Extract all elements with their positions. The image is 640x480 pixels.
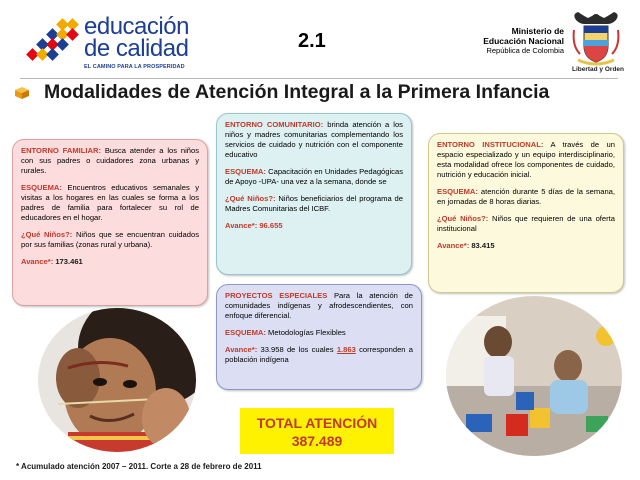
comunitario-avance-value: 96.655: [257, 221, 283, 230]
institucional-text: A través de un espacio especializado y un equipo interdisciplinario, esta modalidad ofrece los componentes de cuidado, nutrición y educación inicial.: [437, 140, 615, 179]
header-divider: [20, 78, 618, 79]
familiar-avance-label: Avance*:: [21, 257, 54, 266]
comunitario-esquema: [225, 167, 403, 187]
colored-cubes-icon: [24, 18, 82, 64]
comunitario-text: brinda atención a los niños y madres comunitarias complementando los servicios de cuidado y nutrición con el componente educativo: [225, 120, 403, 159]
entorno-familiar-box: [12, 139, 208, 306]
familiar-avance-value: 173.461: [53, 257, 83, 266]
ministry-line-1: Ministerio de: [511, 26, 564, 36]
orange-cube-bullet-icon: [14, 86, 30, 100]
institucional-avance-label: Avance*:: [437, 241, 470, 250]
proyectos-esquema: [225, 328, 413, 338]
comunitario-avance: [225, 221, 403, 231]
institucional-avance: [437, 241, 615, 251]
footnote: * Acumulado atención 2007 – 2011. Corte a 28 de febrero de 2011: [16, 462, 262, 471]
institucional-esquema-text: atención durante 5 días de la semana, en jornadas de 8 horas diarias.: [437, 187, 615, 206]
ministry-label: [460, 26, 564, 56]
institucional-label: ENTORNO INSTITUCIONAL:: [437, 140, 544, 149]
familiar-description: [21, 146, 199, 176]
total-label: TOTAL ATENCIÓN: [256, 415, 378, 431]
comunitario-esquema-text: Capacitación en Unidades Pedagógicas de Apoyo -UPA- una vez a la semana, donde se: [225, 167, 403, 186]
indigenous-child-illustration: [38, 308, 196, 452]
proyectos-avance-label: Avance*:: [225, 345, 258, 354]
proyectos-esquema-text: Metodologías Flexibles: [265, 328, 346, 337]
children-playing-illustration: [446, 296, 622, 456]
institucional-esquema-label: ESQUEMA:: [437, 187, 478, 196]
comunitario-quien-text: Niños beneficiarios del programa de Madres Comunitarias del ICBF.: [225, 194, 403, 213]
page-title: Modalidades de Atención Integral a la Primera Infancia: [44, 81, 550, 103]
ministry-line-3: República de Colombia: [486, 46, 564, 55]
comunitario-label: ENTORNO COMUNITARIO:: [225, 120, 324, 129]
comunitario-quien: [225, 194, 403, 214]
logo-line-2: de calidad: [84, 35, 189, 62]
proyectos-text: Para la atención de comunidades indígenas y afrodescendientes, con enfoque diferencial.: [225, 291, 413, 320]
ministry-line-2: Educación Nacional: [483, 36, 564, 46]
comunitario-avance-label: Avance*:: [225, 221, 258, 230]
proyectos-avance-highlight: 1.863: [336, 345, 356, 354]
familiar-quien-label: ¿Qué Niños?:: [21, 230, 73, 239]
familiar-avance: [21, 257, 199, 267]
proyectos-avance-text: 33.958 de los cuales: [257, 345, 337, 354]
familiar-quien-text: Niños que se encuentran cuidados por sus familias (zonas rural y urbana).: [21, 230, 199, 249]
proyectos-esquema-label: ESQUEMA:: [225, 328, 266, 337]
logo-tagline: EL CAMINO PARA LA PROSPERIDAD: [84, 64, 185, 70]
proyectos-avance: [225, 345, 413, 365]
familiar-esquema-text: Encuentros educativos semanales y visitas a los hogares en las cuales se forma a los padres de familia para fortalecer su rol de educadores en el hogar.: [21, 183, 199, 222]
crest-caption: Libertad y Orden: [571, 66, 624, 73]
comunitario-description: [225, 120, 403, 160]
proyectos-description: [225, 291, 413, 321]
comunitario-esquema-label: ESQUEMA:: [225, 167, 266, 176]
children-playing-photo: [446, 296, 622, 456]
entorno-comunitario-box: [216, 113, 412, 275]
proyectos-label: PROYECTOS ESPECIALES: [225, 291, 328, 300]
proyectos-especiales-box: [216, 284, 422, 390]
institucional-description: [437, 140, 615, 180]
total-value: 387.489: [291, 433, 343, 449]
familiar-esquema: [21, 183, 199, 223]
slide-number: 2.1: [298, 30, 326, 52]
indigenous-child-photo: [38, 308, 196, 452]
entorno-institucional-box: [428, 133, 624, 293]
familiar-esquema-label: ESQUEMA:: [21, 183, 62, 192]
institucional-quien-text: Niños que requieren de una oferta institucional: [437, 214, 615, 233]
institucional-quien-label: ¿Qué Niños?:: [437, 214, 489, 223]
proyectos-avance-tail: corresponden a población indígena: [225, 345, 413, 364]
familiar-quien: [21, 230, 199, 250]
institucional-quien: [437, 214, 615, 234]
educacion-de-calidad-logo: [24, 14, 214, 72]
institucional-esquema: [437, 187, 615, 207]
logo-line-1: educación: [84, 13, 189, 40]
comunitario-quien-label: ¿Qué Niños?:: [225, 194, 276, 203]
total-attention-box: [240, 408, 394, 454]
colombia-coat-of-arms-icon: [570, 10, 622, 68]
familiar-label: ENTORNO FAMILIAR:: [21, 146, 102, 155]
institucional-avance-value: 83.415: [469, 241, 495, 250]
familiar-text: Busca atender a los niños con sus padres o cuidadores zona urbanas y rurales.: [21, 146, 200, 175]
